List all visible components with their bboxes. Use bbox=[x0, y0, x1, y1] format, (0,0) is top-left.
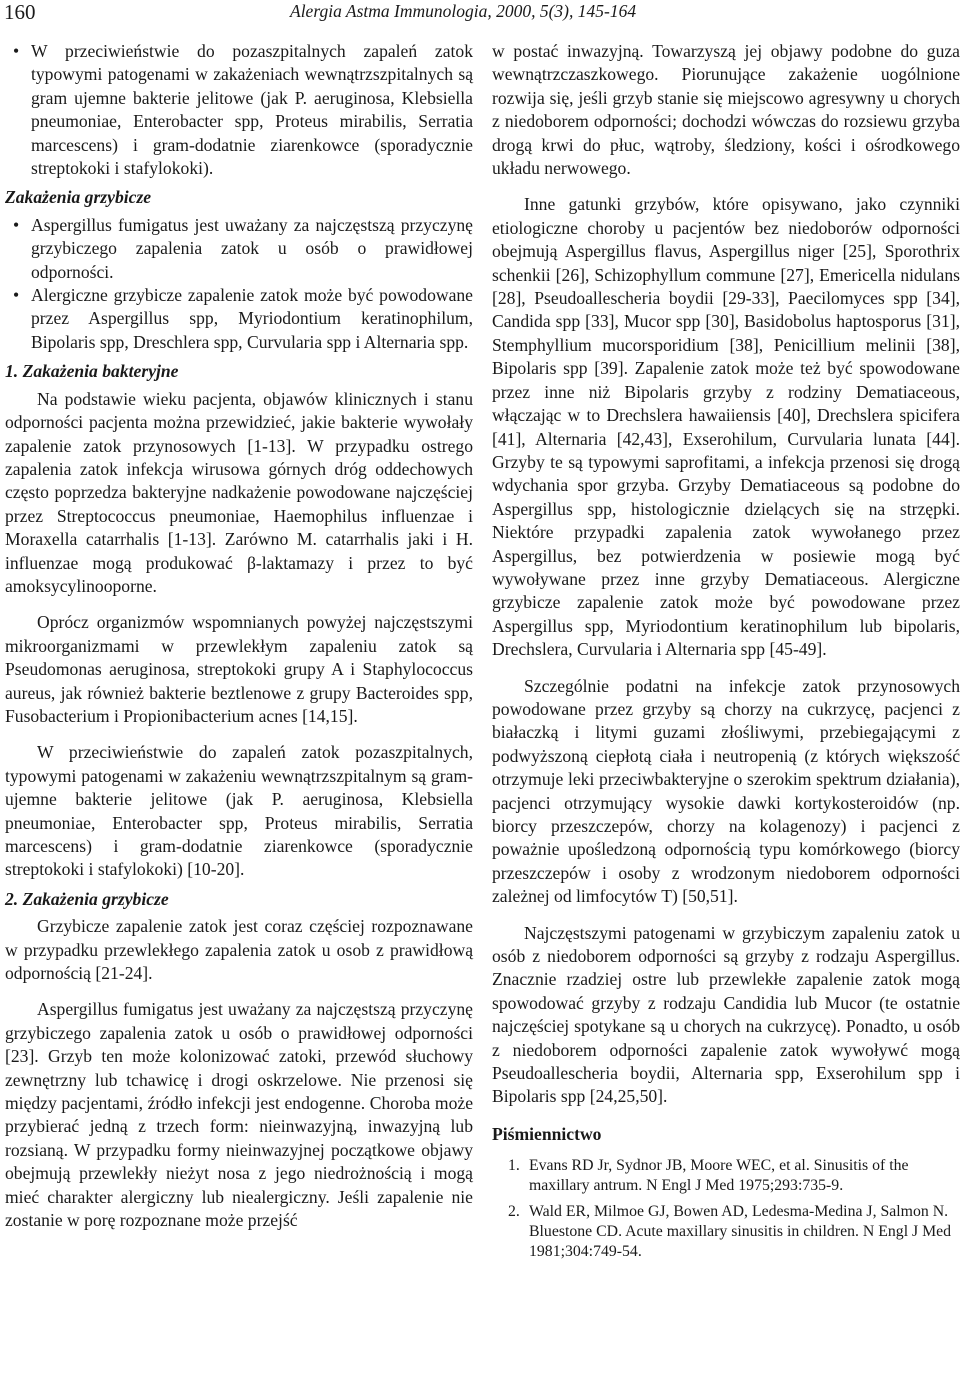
bullet-text: Aspergillus fumigatus jest uważany za najczęstszą przyczynę grzybiczego zapalenia zatok u osób o prawidłowej odporności. bbox=[31, 214, 473, 282]
paragraph: Grzybicze zapalenie zatok jest coraz częściej rozpoznawane w przypadku przewlekłego zapalenia zatok u osob z prawidłową odpornością [21-24]. bbox=[5, 916, 473, 984]
bullet-item: • W przeciwieństwie do pozaszpitalnych zapaleń zatok typowymi patogenami w zakażeniach wewnątrzszpitalnych są gram ujemne bakterie jelitowe (jak P. aeruginosa, Klebsiella pneumoniae, Enterobacter spp, Proteus mirabilis, Serratia marcescens) i gram-dodatnie ziarenkowce (sporadycznie streptokoki i stafylokoki). bbox=[13, 41, 473, 179]
bullet-item: • Aspergillus fumigatus jest uważany za najczęstszą przyczynę grzybiczego zapalenia zatok u osób o prawidłowej odporności. bbox=[13, 214, 473, 282]
paragraph: Aspergillus fumigatus jest uważany za najczęstszą przyczynę grzybiczego zapalenia zatok u osób o prawidłowej odporności [23]. Grzyb ten może kolonizować zatoki, przewód słuchowy zewnętrzny lub tchawicę i drogi oskrzelowe. Nie przenosi się między pacjentami, źródło infekcji jest endogenne. Choroba może przybierać jedną z trzech form: nieinwazyjną, inwazyjną lub rozsianą. W przypadku formy nieinwazyjnej początkowe objawy obejmują przewlekły nieżyt nosa z jego niedrożnością i mogą mieć charakter alergiczny lub niealergiczny. Jeśli zapalenie nie zostanie w porę rozpoznane może przejść bbox=[5, 999, 473, 1231]
paragraph: Oprócz organizmów wspomnianych powyżej najczęstszymi mikroorganizmami w przewlekłym zapaleniu zatok są Pseudomonas aeruginosa, streptokoki grupy A i Staphylococcus aureus, jak również bakterie beztlenowe z grupy Bacteroides spp, Fusobacterium i Propionibacterium acnes [14,15]. bbox=[5, 612, 473, 726]
paragraph: Inne gatunki grzybów, które opisywano, jako czynniki etiologiczne choroby u pacjentów bez niedoborów odporności obejmują Aspergillus flavus, Aspergillus niger [25], Sporothrix schenkii [26], Schizophyllum commune [27], Emericella nidulans [28], Pseudoallescheria boydii [29-33], Paecilomyces spp [34], Candida spp [33], Mucor spp [30], Basidobolus haptosporus [31], Stemphyllium mucorsporidium [38], Penicillium melinii [38], Bipolaris spp [39]. Zapalenie zatok może też być spowodowane przez inne niż Bipolaris grzyby z rodziny Dematiaceous, włączając w to Drechslera hawaiiensis [40], Drechslera spicifera [41], Alternaria [42,43], Exserohilum, Curvularia lunata [44]. Grzyby te są typowymi saprofitami, a infekcja przenosi się drogą wdychania spor grzyba. Grzyby Dematiaceous są podobne do Aspergillus spp, histologicznie dzielących się na strzępki. Niektóre przypadki zapalenia zatok wywołanego przez Aspergillus, bez potwierdzenia w posiewie mogą być wywoływane przez inne grzyby Dematiaceous. Alergiczne grzybicze zapalenie zatok może być powodowane przez Aspergillus spp, Myriodontium keratinophilum lub bipolaris, Drechslera, Curvularia i Alternaria spp [45-49]. bbox=[492, 194, 960, 660]
section-heading: 2. Zakażenia grzybicze bbox=[5, 888, 169, 909]
bullet-text: W przeciwieństwie do pozaszpitalnych zapaleń zatok typowymi patogenami w zakażeniach wewnątrzszpitalnych są gram ujemne bakterie jelitowe (jak P. aeruginosa, Klebsiella pneumoniae, Enterobacter spp, Proteus mirabilis, Serratia marcescens) i gram-dodatnie ziarenkowce (sporadycznie streptokoki i stafylokoki). bbox=[31, 41, 473, 179]
paragraph: w postać inwazyjną. Towarzyszą jej objawy podobne do guza wewnątrzczaszkowego. Piorunujące zakażenie uogólnione rozwija się, jeśli grzyb stanie się miejscowo agresywny u chorych z niedoborem odporności; dochodzi wówczas do rozsiewu grzyba drogą krwi do płuc, wątroby, śledziony, kości i ośrodkowego układu nerwowego. bbox=[492, 41, 960, 179]
page-number: 160 bbox=[4, 0, 36, 24]
bullet-text: Alergiczne grzybicze zapalenie zatok może być powodowane przez Aspergillus spp, Myriodontium keratinophilum, Bipolaris spp, Dreschlera spp, Curvularia spp i Alternaria spp. bbox=[31, 285, 473, 352]
bullet-item: • Alergiczne grzybicze zapalenie zatok może być powodowane przez Aspergillus spp, Myriodontium keratinophilum, Bipolaris spp, Dreschlera spp, Curvularia spp i Alternaria spp. bbox=[13, 285, 473, 352]
right-column bbox=[492, 40, 960, 1268]
reference-number: 2. bbox=[508, 1203, 520, 1221]
paragraph: W przeciwieństwie do zapaleń zatok pozaszpitalnych, typowymi patogenami w zakażeniu wewnątrzszpitalnym są gram-ujemne bakterie jelitowe (jak P. aeruginosa, Klebsiella pneumoniae, Enterobacter spp, Proteus mirabilis, Serratia marcescens) i gram-dodatnie ziarenkowce (sporadycznie streptokoki i stafylokoki) [10-20]. bbox=[5, 742, 473, 880]
paragraph: Najczęstszymi patogenami w grzybiczym zapaleniu zatok u osób z niedoborem odporności są grzyby z rodzaju Aspergillus. Znacznie rzadziej ostre lub przewlekłe zapalenie zatok mogą spowodować grzyby z rodzaju Candidia lub Mucor (te ostatnie najczęściej spotykane są u chorych na cukrzycę). Ponadto, u osób z niedoborem odporności zapalenie zatok wywoływć mogą Pseudoallescheria boydii, Alternaria spp, Exserohilum spp i Bipolaris spp [24,25,50]. bbox=[492, 922, 960, 1107]
paragraph: Szczególnie podatni na infekcje zatok przynosowych powodowane przez grzyby są chorzy na cukrzycę, pacjenci z białaczką i litymi guzami złośliwymi, przebiegającymi z podwyższoną ciepłotą ciała i neutropenią (z których większość otrzymuje leki przeciwbakteryjne o szerokim spektrum działania), pacjenci otrzymujący wysokie dawki kortykosteroidów (np. biorcy przeszczepów, chorzy na kolagenozy) i pacjenci z poważnie upośledzoną odpornością typu komórkowego (biorcy przeszczepów i osoby z wrodzonym niedoborem odporności zależnej od limfocytów T) [50,51]. bbox=[492, 675, 960, 907]
reference-item bbox=[492, 1156, 960, 1196]
reference-item bbox=[492, 1202, 960, 1262]
left-column bbox=[5, 40, 473, 1233]
reference-text: Wald ER, Milmoe GJ, Bowen AD, Ledesma-Medina J, Salmon N. Bluestone CD. Acute maxillary sinusitis in children. N Engl J Med 1981;304:749-54. bbox=[529, 1203, 952, 1261]
reference-text: Evans RD Jr, Sydnor JB, Moore WEC, et al. Sinusitis of the maxillary antrum. N Engl J Med 1975;293:735-9. bbox=[529, 1157, 909, 1195]
section-heading: 1. Zakażenia bakteryjne bbox=[5, 361, 179, 382]
page-header bbox=[0, 0, 960, 30]
section-heading: Zakażenia grzybicze bbox=[5, 187, 152, 208]
journal-citation: Alergia Astma Immunologia, 2000, 5(3), 145-164 bbox=[290, 1, 637, 21]
reference-number: 1. bbox=[508, 1157, 520, 1175]
paragraph: Na podstawie wieku pacjenta, objawów klinicznych i stanu odporności pacjenta można przewidzieć, jakie bakterie wywołały zapalenie zatok przynosowych [1-13]. W przypadku ostrego zapalenia zatok infekcja wirusowa górnych dróg oddechowych często poprzedza bakteryjne nadkażenie powodowane najczęściej przez Streptococcus pneumoniae, Haemophilus influenzae i Moraxella catarrhalis [1-13]. Zarówno M. catarrhalis jaki i H. influenzae mogą produkować β-laktamazy i przez to być amoksycylinooporne. bbox=[5, 388, 473, 596]
references-heading: Piśmiennictwo bbox=[492, 1123, 602, 1144]
